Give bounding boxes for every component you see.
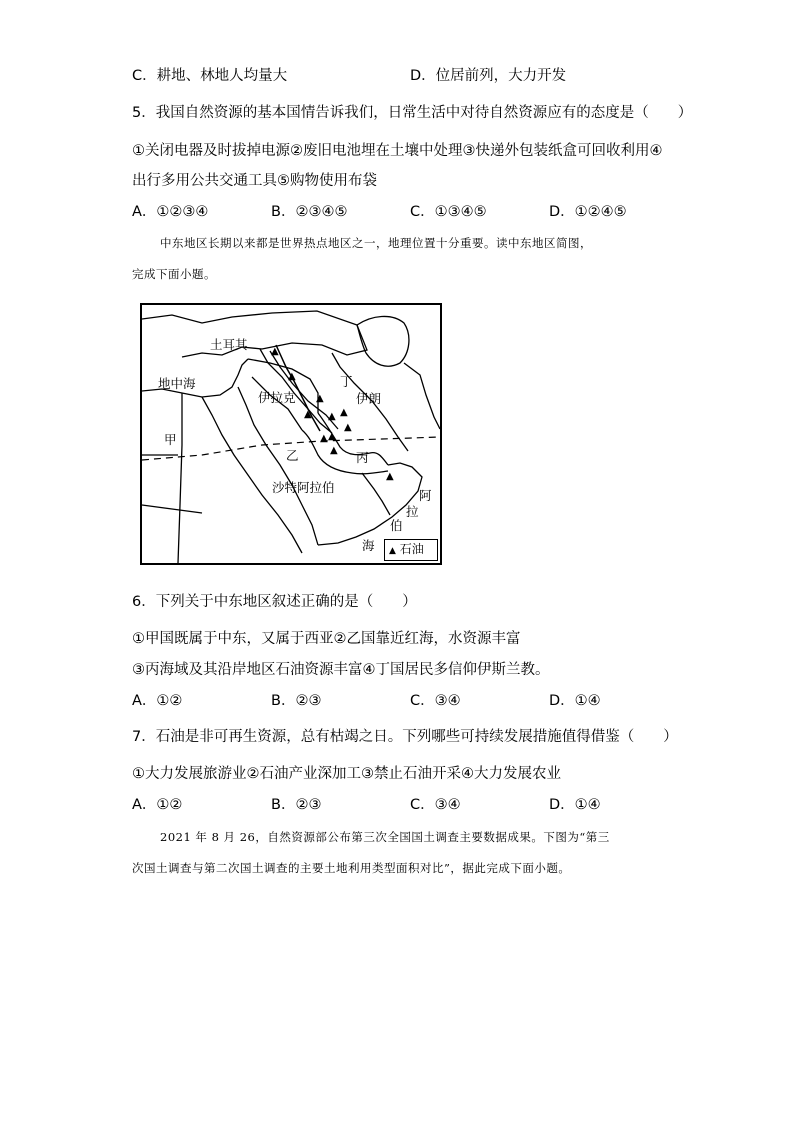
q5-items-line1: ①关闭电器及时拔掉电源②废旧电池埋在土壤中处理③快递外包装纸盒可回收利用④ [132,143,663,159]
q7-option-b: B．②③ [271,797,322,813]
land-survey-intro-line2: 次国土调查与第二次国土调查的主要土地利用类型面积对比”，据此完成下面小题。 [132,861,571,875]
legend-label: 石油 [399,542,424,556]
oil-marker: ▲ [330,445,338,456]
q6-option-c: C．③④ [410,693,461,709]
q7-stem: 7．石油是非可再生资源，总有枯竭之日。下列哪些可持续发展措施值得借鉴（ ） [132,729,678,745]
oil-marker: ▲ [288,371,296,382]
q5-option-d: D．①②④⑤ [549,204,627,220]
land-survey-intro-line1: 2021 年 8 月 26，自然资源部公布第三次全国国土调查主要数据成果。下图为“第三 [160,830,610,844]
oil-marker: ▲ [328,431,336,442]
q6-option-d: D．①④ [549,693,601,709]
map-legend [384,539,438,561]
q6-option-a: A．①② [132,693,183,709]
map-label-arabian-a: 阿 [419,488,432,503]
q4-option-c: C．耕地、林地人均量大 [132,68,288,84]
q6-option-b: B．②③ [271,693,322,709]
map-label-arabian-la: 拉 [406,504,419,519]
map-label-jia: 甲 [164,432,177,447]
q6-stem: 6．下列关于中东地区叙述正确的是（ ） [132,594,417,610]
q6-items-line1: ①甲国既属于中东，又属于西亚②乙国靠近红海，水资源丰富 [132,631,521,647]
q4-option-d: D．位居前列，大力开发 [410,68,567,84]
q7-items-line1: ①大力发展旅游业②石油产业深加工③禁止石油开采④大力发展农业 [132,766,561,782]
q5-option-b: B．②③④⑤ [271,204,348,220]
map-label-saudi: 沙特阿拉伯 [272,480,335,495]
oil-marker: ▲ [328,411,336,422]
q5-stem: 5．我国自然资源的基本国情告诉我们，日常生活中对待自然资源应有的态度是（ ） [132,105,693,121]
middle-east-intro-line1: 中东地区长期以来都是世界热点地区之一，地理位置十分重要。读中东地区简图， [160,236,592,250]
oil-marker: ▲ [340,407,348,418]
map-label-bing: 丙 [356,450,369,465]
map-label-iraq: 伊拉克 [258,390,296,405]
oil-derrick-icon: ▲ [389,546,396,556]
oil-marker: ▲ [386,471,394,482]
map-label-arabian-hai: 海 [362,538,375,553]
map-label-yi: 乙 [286,448,299,463]
map-label-mediterranean: 地中海 [158,376,196,391]
q5-option-a: A．①②③④ [132,204,209,220]
map-label-iran: 伊朗 [356,391,382,406]
q5-option-c: C．①③④⑤ [410,204,487,220]
oil-marker: ▲ [316,393,324,404]
map-label-ding: 丁 [340,374,353,389]
q5-items-line2: 出行多用公共交通工具⑤购物使用布袋 [132,173,377,189]
map-label-turkey: 土耳其 [210,337,248,352]
oil-marker: ▲ [271,346,279,357]
q7-option-d: D．①④ [549,797,601,813]
q6-items-line2: ③丙海域及其沿岸地区石油资源丰富④丁国居民多信仰伊斯兰教。 [132,662,550,678]
map-label-arabian-bo: 伯 [390,518,403,533]
q7-option-a: A．①② [132,797,183,813]
oil-marker: ▲ [304,409,312,420]
q7-option-c: C．③④ [410,797,461,813]
oil-marker: ▲ [344,422,352,433]
oil-marker: ▲ [320,433,328,444]
middle-east-intro-line2: 完成下面小题。 [132,267,216,281]
middle-east-map [140,303,442,565]
